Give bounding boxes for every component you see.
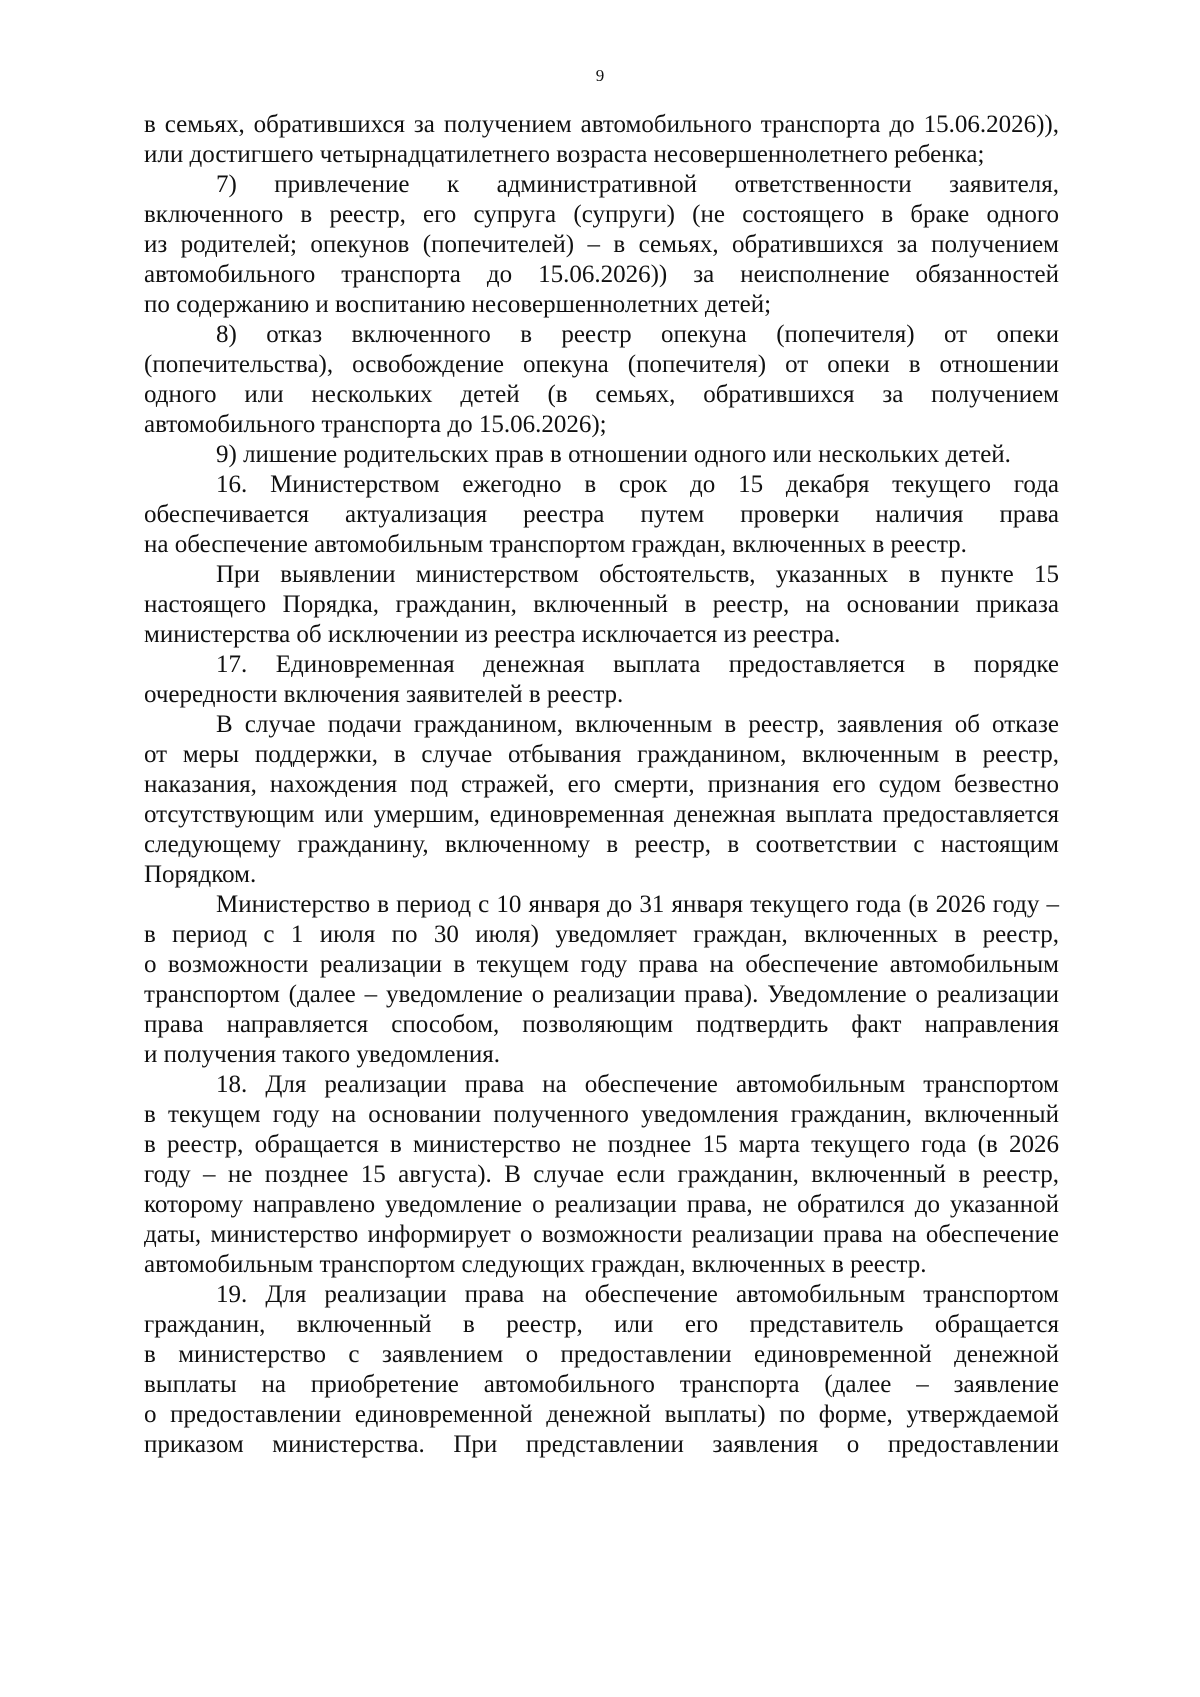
text-line: обеспечивается актуализация реестра путем проверки наличия права (144, 501, 1059, 528)
text-line: в министерство с заявлением о предоставлении единовременной денежной (144, 1341, 1059, 1368)
text-line: При выявлении министерством обстоятельств, указанных в пункте 15 (216, 561, 1059, 588)
text-line: 19. Для реализации права на обеспечение автомобильным транспортом (216, 1281, 1059, 1308)
text-line: в реестр, обращается в министерство не позднее 15 марта текущего года (в 2026 (144, 1131, 1059, 1158)
text-line: году – не позднее 15 августа). В случае если гражданин, включенный в реестр, (144, 1161, 1059, 1188)
text-line: следующему гражданину, включенному в реестр, в соответствии с настоящим (144, 831, 1059, 858)
text-line: на обеспечение автомобильным транспортом граждан, включенных в реестр. (144, 531, 967, 558)
text-line: одного или нескольких детей (в семьях, обратившихся за получением (144, 381, 1059, 408)
text-line: очередности включения заявителей в реестр. (144, 681, 624, 708)
text-line: включенного в реестр, его супруга (супруги) (не состоящего в браке одного (144, 201, 1059, 228)
text-line: автомобильным транспортом следующих граждан, включенных в реестр. (144, 1251, 927, 1278)
text-line: в текущем году на основании полученного уведомления гражданин, включенный (144, 1101, 1059, 1128)
text-line: из родителей; опекунов (попечителей) – в семьях, обратившихся за получением (144, 231, 1059, 258)
text-line: В случае подачи гражданином, включенным в реестр, заявления об отказе (216, 711, 1059, 738)
text-line: 17. Единовременная денежная выплата предоставляется в порядке (216, 651, 1059, 678)
text-line: настоящего Порядка, гражданин, включенный в реестр, на основании приказа (144, 591, 1059, 618)
text-line: о предоставлении единовременной денежной выплаты) по форме, утверждаемой (144, 1401, 1059, 1428)
text-line: в период с 1 июля по 30 июля) уведомляет граждан, включенных в реестр, (144, 921, 1059, 948)
text-line: Министерство в период с 10 января до 31 января текущего года (в 2026 году – (216, 891, 1059, 918)
text-line: (попечительства), освобождение опекуна (попечителя) от опеки в отношении (144, 351, 1059, 378)
text-line: по содержанию и воспитанию несовершеннолетних детей; (144, 291, 772, 318)
text-line: 9) лишение родительских прав в отношении одного или нескольких детей. (216, 441, 1011, 468)
text-line: в семьях, обратившихся за получением автомобильного транспорта до 15.06.2026)), (144, 111, 1059, 138)
text-line: отсутствующим или умершим, единовременная денежная выплата предоставляется (144, 801, 1059, 828)
text-line: права направляется способом, позволяющим подтвердить факт направления (144, 1011, 1059, 1038)
text-line: наказания, нахождения под стражей, его смерти, признания его судом безвестно (144, 771, 1059, 798)
text-line: 18. Для реализации права на обеспечение автомобильным транспортом (216, 1071, 1059, 1098)
text-line: 7) привлечение к административной ответственности заявителя, (216, 171, 1059, 198)
text-line: 8) отказ включенного в реестр опекуна (попечителя) от опеки (216, 321, 1059, 348)
text-line: о возможности реализации в текущем году права на обеспечение автомобильным (144, 951, 1059, 978)
text-line: гражданин, включенный в реестр, или его представитель обращается (144, 1311, 1059, 1338)
text-line: от меры поддержки, в случае отбывания гражданином, включенным в реестр, (144, 741, 1059, 768)
text-line: которому направлено уведомление о реализации права, не обратился до указанной (144, 1191, 1059, 1218)
text-line: выплаты на приобретение автомобильного транспорта (далее – заявление (144, 1371, 1059, 1398)
text-line: и получения такого уведомления. (144, 1041, 500, 1068)
document-body (144, 110, 1059, 1460)
text-line: автомобильного транспорта до 15.06.2026); (144, 411, 607, 438)
text-line: приказом министерства. При представлении заявления о предоставлении (144, 1431, 1059, 1458)
text-line: даты, министерство информирует о возможности реализации права на обеспечение (144, 1221, 1059, 1248)
text-line: Порядком. (144, 861, 257, 888)
text-line: министерства об исключении из реестра исключается из реестра. (144, 621, 841, 648)
page-number: 9 (595, 66, 605, 85)
text-line: транспортом (далее – уведомление о реализации права). Уведомление о реализации (144, 981, 1059, 1008)
text-line: 16. Министерством ежегодно в срок до 15 декабря текущего года (216, 471, 1059, 498)
text-line: или достигшего четырнадцатилетнего возраста несовершеннолетнего ребенка; (144, 141, 985, 168)
text-line: автомобильного транспорта до 15.06.2026)) за неисполнение обязанностей (144, 261, 1059, 288)
